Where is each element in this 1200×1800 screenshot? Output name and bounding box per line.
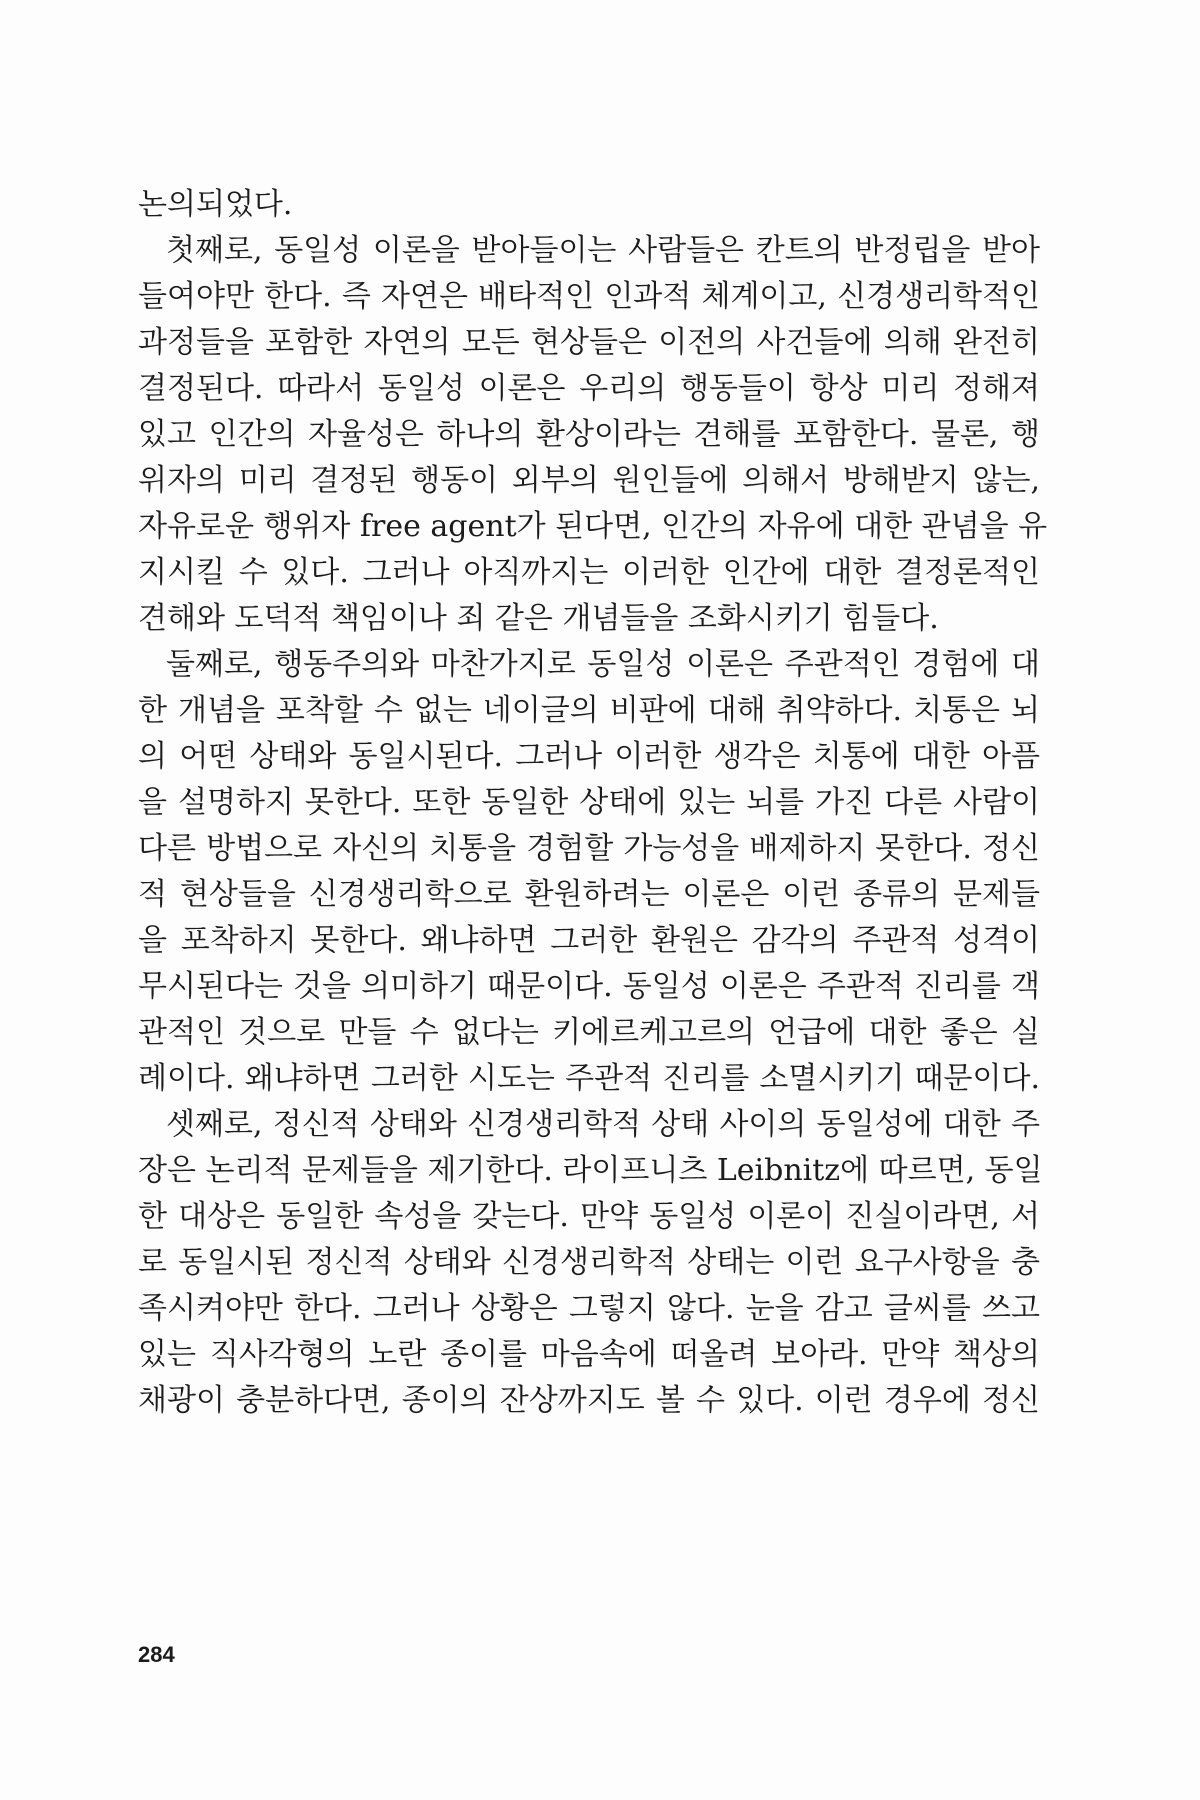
text-line: 채광이 충분하다면, 종이의 잔상까지도 볼 수 있다. 이런 경우에 정신 <box>138 1383 1040 1418</box>
text-line: 장은 논리적 문제들을 제기한다. 라이프니츠 Leibnitz에 따르면, 동일 <box>138 1153 1043 1188</box>
text-line: 위자의 미리 결정된 행동이 외부의 원인들에 의해서 방해받지 않는, <box>138 463 1040 498</box>
text-line: 논의되었다. <box>138 187 293 222</box>
text-line: 들여야만 한다. 즉 자연은 배타적인 인과적 체계이고, 신경생리학적인 <box>138 279 1040 314</box>
text-line: 의 어떤 상태와 동일시된다. 그러나 이러한 생각은 치통에 대한 아픔 <box>138 739 1040 774</box>
text-line: 과정들을 포함한 자연의 모든 현상들은 이전의 사건들에 의해 완전히 <box>138 325 1040 360</box>
text-line: 결정된다. 따라서 동일성 이론은 우리의 행동들이 항상 미리 정해져 <box>138 371 1040 406</box>
paragraph-first-line: 셋째로, 정신적 상태와 신경생리학적 상태 사이의 동일성에 대한 주 <box>166 1107 1040 1142</box>
paragraph-first-line: 첫째로, 동일성 이론을 받아들이는 사람들은 칸트의 반정립을 받아 <box>166 233 1040 268</box>
text-line: 로 동일시된 정신적 상태와 신경생리학적 상태는 이런 요구사항을 충 <box>138 1245 1040 1280</box>
text-line: 을 포착하지 못한다. 왜냐하면 그러한 환원은 감각의 주관적 성격이 <box>138 923 1040 958</box>
text-line: 을 설명하지 못한다. 또한 동일한 상태에 있는 뇌를 가진 다른 사람이 <box>138 785 1040 820</box>
text-line: 관적인 것으로 만들 수 없다는 키에르케고르의 언급에 대한 좋은 실 <box>138 1015 1040 1050</box>
paragraph-first-line: 둘째로, 행동주의와 마찬가지로 동일성 이론은 주관적인 경험에 대 <box>166 647 1040 682</box>
text-line: 한 대상은 동일한 속성을 갖는다. 만약 동일성 이론이 진실이라면, 서 <box>138 1199 1040 1234</box>
text-line: 례이다. 왜냐하면 그러한 시도는 주관적 진리를 소멸시키기 때문이다. <box>138 1061 1040 1096</box>
text-line: 있고 인간의 자율성은 하나의 환상이라는 견해를 포함한다. 물론, 행 <box>138 417 1040 452</box>
text-line: 견해와 도덕적 책임이나 죄 같은 개념들을 조화시키기 힘들다. <box>138 601 939 636</box>
page-number: 284 <box>138 1642 175 1667</box>
text-line: 족시켜야만 한다. 그러나 상황은 그렇지 않다. 눈을 감고 글씨를 쓰고 <box>138 1291 1040 1326</box>
text-line: 다른 방법으로 자신의 치통을 경험할 가능성을 배제하지 못한다. 정신 <box>138 831 1040 866</box>
text-line: 무시된다는 것을 의미하기 때문이다. 동일성 이론은 주관적 진리를 객 <box>138 969 1040 1004</box>
text-line: 한 개념을 포착할 수 없는 네이글의 비판에 대해 취약하다. 치통은 뇌 <box>138 693 1040 728</box>
text-line: 있는 직사각형의 노란 종이를 마음속에 떠올려 보아라. 만약 책상의 <box>138 1337 1040 1372</box>
text-line: 자유로운 행위자 free agent가 된다면, 인간의 자유에 대한 관념을 유 <box>138 509 1048 544</box>
text-line: 지시킬 수 있다. 그러나 아직까지는 이러한 인간에 대한 결정론적인 <box>138 555 1040 590</box>
text-line: 적 현상들을 신경생리학으로 환원하려는 이론은 이런 종류의 문제들 <box>138 877 1040 912</box>
